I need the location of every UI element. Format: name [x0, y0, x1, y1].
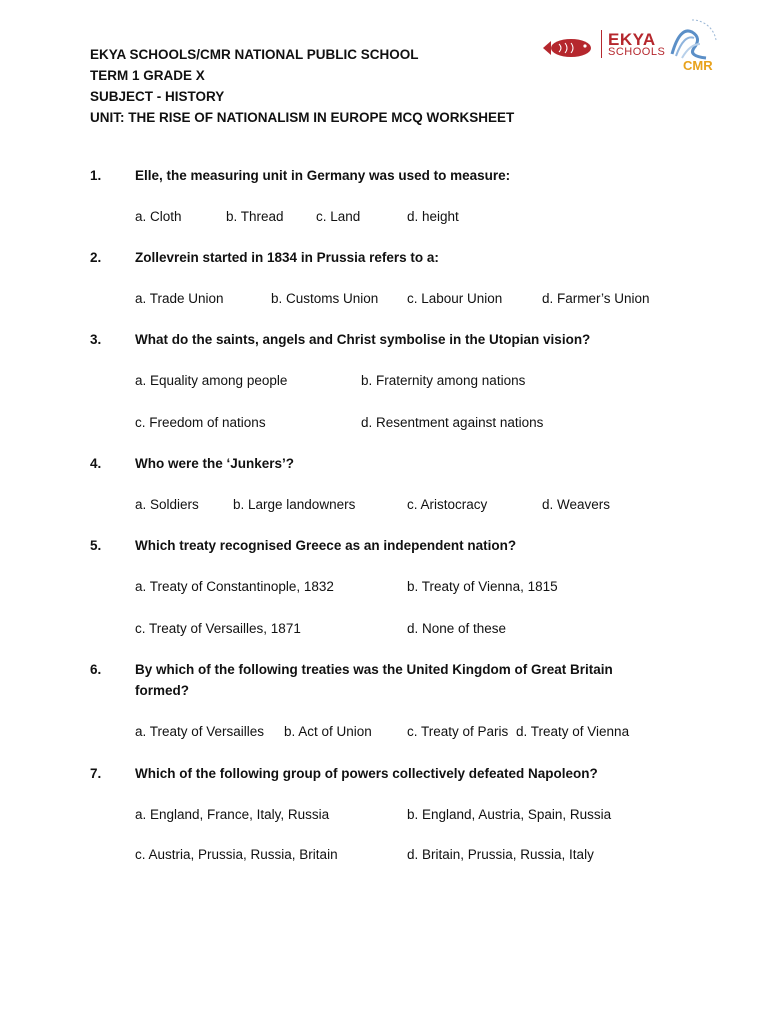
question-text: Who were the ‘Junkers’?: [135, 456, 295, 471]
option-b: b. Act of Union: [284, 724, 372, 739]
option-b: b. England, Austria, Spain, Russia: [407, 807, 612, 822]
question-text: Elle, the measuring unit in Germany was used to measure:: [135, 168, 511, 183]
schools-wordmark: SCHOOLS: [608, 46, 666, 58]
option-d: d. height: [407, 209, 459, 224]
question-text: By which of the following treaties was the United Kingdom of Great Britain: [135, 662, 613, 677]
option-a: a. England, France, Italy, Russia: [135, 807, 330, 822]
question-text-continued: formed?: [135, 683, 189, 698]
option-a: a. Cloth: [135, 209, 182, 224]
cmr-wordmark: CMR: [683, 58, 713, 73]
option-d: d. Resentment against nations: [361, 415, 544, 430]
option-c: c. Austria, Prussia, Russia, Britain: [135, 847, 338, 862]
option-c: c. Labour Union: [407, 291, 503, 306]
option-b: b. Customs Union: [271, 291, 379, 306]
question-text: What do the saints, angels and Christ symbolise in the Utopian vision?: [135, 332, 591, 347]
question-number: 4.: [90, 456, 102, 471]
option-d: d. Weavers: [542, 497, 611, 512]
option-c: c. Freedom of nations: [135, 415, 266, 430]
question-text: Which of the following group of powers collectively defeated Napoleon?: [135, 766, 598, 781]
option-b: b. Large landowners: [233, 497, 356, 512]
question-number: 2.: [90, 250, 102, 265]
ekya-wordmark: EKYA: [608, 30, 656, 49]
option-a: a. Soldiers: [135, 497, 199, 512]
option-c: c. Land: [316, 209, 361, 224]
unit-title: UNIT: THE RISE OF NATIONALISM IN EUROPE MCQ WORKSHEET: [90, 110, 515, 125]
option-a: a. Equality among people: [135, 373, 288, 388]
subject-line: SUBJECT - HISTORY: [90, 89, 225, 104]
question-number: 3.: [90, 332, 102, 347]
option-b: b. Treaty of Vienna, 1815: [407, 579, 558, 594]
question-number: 1.: [90, 168, 102, 183]
swan-icon: [662, 14, 722, 64]
option-d: d. Britain, Prussia, Russia, Italy: [407, 847, 594, 862]
option-b: b. Fraternity among nations: [361, 373, 526, 388]
option-d: d. Farmer’s Union: [542, 291, 650, 306]
question-number: 6.: [90, 662, 102, 677]
option-c: c. Aristocracy: [407, 497, 488, 512]
question-text: Which treaty recognised Greece as an independent nation?: [135, 538, 517, 553]
logo-divider: [601, 30, 602, 58]
question-text: Zollevrein started in 1834 in Prussia refers to a:: [135, 250, 439, 265]
fish-icon: [541, 36, 597, 60]
option-c: c. Treaty of Paris: [407, 724, 509, 739]
option-a: a. Trade Union: [135, 291, 224, 306]
option-c: c. Treaty of Versailles, 1871: [135, 621, 301, 636]
option-a: a. Treaty of Versailles: [135, 724, 265, 739]
option-d: d. Treaty of Vienna: [516, 724, 630, 739]
school-name: EKYA SCHOOLS/CMR NATIONAL PUBLIC SCHOOL: [90, 47, 419, 62]
term-grade: TERM 1 GRADE X: [90, 68, 205, 83]
option-a: a. Treaty of Constantinople, 1832: [135, 579, 334, 594]
question-number: 7.: [90, 766, 102, 781]
question-number: 5.: [90, 538, 102, 553]
option-d: d. None of these: [407, 621, 507, 636]
option-b: b. Thread: [226, 209, 284, 224]
